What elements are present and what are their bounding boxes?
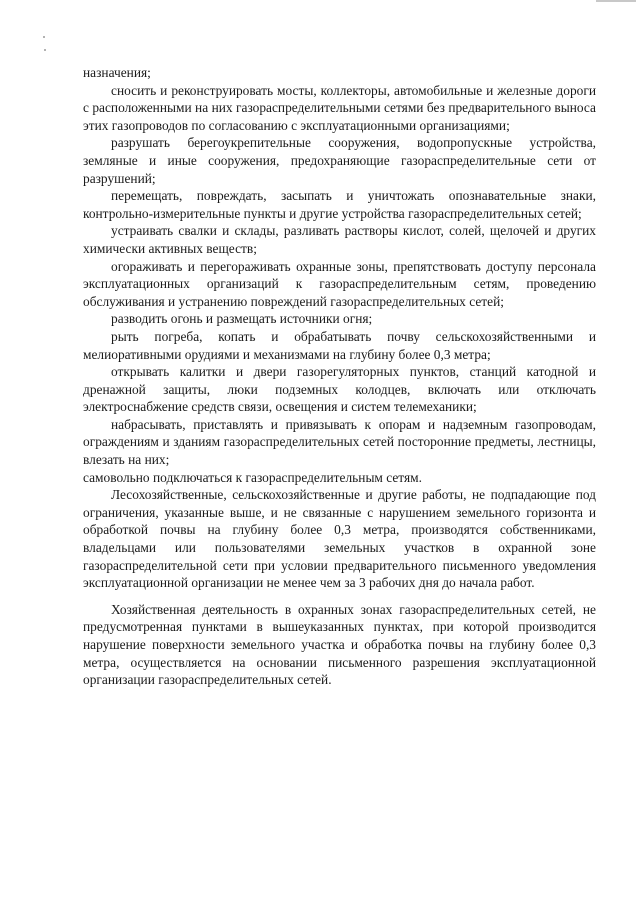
scan-speck	[44, 49, 46, 51]
scan-speck	[43, 36, 45, 38]
scan-edge-mark	[596, 0, 636, 2]
paragraph: Хозяйственная деятельность в охранных зонах газораспределительных сетей, не предусмотренная пунктами в вышеуказанных пунктах, при которой производится нарушение поверхности земельного участка и обработка почвы на глубину более 0,3 метра, осуществляется на основании письменного разрешения эксплуатационной организации газораспределительных сетей.	[83, 601, 596, 688]
paragraph: набрасывать, приставлять и привязывать к опорам и надземным газопроводам, ограждениям и зданиям газораспределительных сетей посторонние предметы, лестницы, влезать на них;	[83, 416, 596, 468]
document-body	[83, 64, 596, 689]
paragraph: разводить огонь и размещать источники огня;	[111, 311, 373, 327]
paragraph: сносить и реконструировать мосты, коллекторы, автомобильные и железные дороги с расположенными на них газораспределительными сетями без предварительного выноса этих газопроводов по согласованию с эксплуатационными организациями;	[83, 82, 596, 133]
paragraph: перемещать, повреждать, засыпать и уничтожать опознавательные знаки, контрольно-измерительные пункты и другие устройства газораспределительных сетей;	[83, 188, 596, 221]
paragraph: открывать калитки и двери газорегуляторных пунктов, станций катодной и дренажной защиты, люки подземных колодцев, включать или отключать электроснабжение средств связи, освещения и систем телемеханики;	[83, 364, 596, 415]
paragraph: огораживать и перегораживать охранные зоны, препятствовать доступу персонала эксплуатационных организаций к газораспределительным сетям, проведению обслуживания и устранению повреждений газораспределительных сетей;	[83, 258, 596, 309]
paragraph: рыть погреба, копать и обрабатывать почву сельскохозяйственными и мелиоративными орудиями и механизмами на глубину более 0,3 метра;	[83, 328, 596, 362]
paragraph: самовольно подключаться к газораспределительным сетям.	[83, 469, 422, 485]
paragraph: Лесохозяйственные, сельскохозяйственные и другие работы, не подпадающие под ограничения, указанные выше, и не связанные с нарушением земельного горизонта и обработкой почвы на глубину более 0,3 метра, производятся собственниками, владельцами или пользователями земельных участков в охранной зоне газораспределительной сети при условии предварительного письменного уведомления эксплуатационной организации не менее чем за 3 рабочих дня до начала работ.	[83, 487, 596, 591]
paragraph: устраивать свалки и склады, разливать растворы кислот, солей, щелочей и других химически активных веществ;	[83, 223, 596, 256]
paragraph: разрушать берегоукрепительные сооружения, водопропускные устройства, земляные и иные сооружения, предохраняющие газораспределительные сети от разрушений;	[83, 135, 596, 186]
paragraph: назначения;	[83, 65, 151, 80]
